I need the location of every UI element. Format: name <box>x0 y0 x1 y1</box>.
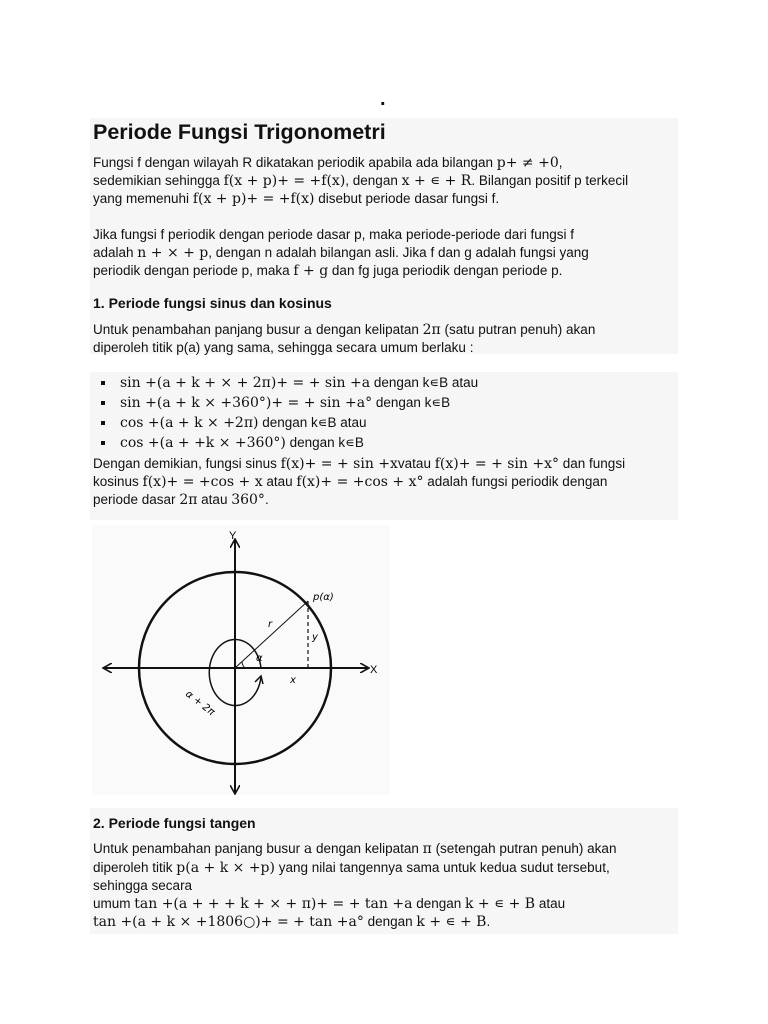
list-item <box>93 393 683 413</box>
math-expression: sin +(a + k × +360°)+ = + sin +a° <box>120 395 373 411</box>
math-expression: a <box>303 322 313 338</box>
math-expression: f(x)+ = +cos + x° <box>296 474 424 490</box>
text: Untuk penambahan panjang busur <box>93 841 304 856</box>
alpha-plus-2pi-label: α + 2π <box>183 688 217 719</box>
text: Jika fungsi f periodik dengan periode dasar p, maka periode-periode dari fungsi f <box>93 227 575 242</box>
math-expression: f(x)+ = +cos + x <box>142 474 263 490</box>
text: dengan kelipatan <box>312 841 423 856</box>
text: (satu putran penuh) akan <box>440 322 596 337</box>
math-expression: f + g <box>293 263 329 279</box>
definition-line-1 <box>93 154 683 172</box>
text: , dengan <box>345 173 402 188</box>
math-expression: f(x + p)+ = +f(x) <box>192 191 315 207</box>
section-2-line-4 <box>93 895 683 914</box>
spiral-arrowhead <box>255 676 263 684</box>
text: dengan <box>412 895 465 911</box>
text: vatau <box>397 456 435 471</box>
math-expression: p(a + k × +p) <box>176 859 275 876</box>
text: disebut periode dasar fungsi f. <box>314 191 500 206</box>
text: yang nilai tangennya sama untuk kedua sudut tersebut, <box>274 859 610 875</box>
text: dengan kelipatan <box>312 322 423 337</box>
math-expression: k + ∊ + B <box>465 895 536 912</box>
section-2-heading: 2. Periode fungsi tangen <box>93 815 256 831</box>
text: dan fungsi <box>559 456 626 471</box>
radius-line <box>235 601 308 668</box>
x-segment-label: x <box>290 675 296 686</box>
text: yang memenuhi <box>93 191 193 206</box>
text: dan fg juga periodik dengan periode p. <box>328 263 563 278</box>
list-item <box>93 413 683 433</box>
section-1-heading: 1. Periode fungsi sinus dan kosinus <box>93 295 332 311</box>
radius-label: r <box>268 619 273 630</box>
math-expression: k + ∊ + B <box>416 914 487 930</box>
section-2-paragraph <box>93 840 683 932</box>
math-expression: tan +(a + k × +1806○)+ = + tan +a° <box>93 914 364 930</box>
section-2-line-2 <box>93 859 683 878</box>
math-expression: a <box>303 841 313 857</box>
text: atau <box>197 492 232 507</box>
text: umum <box>93 895 135 911</box>
math-expression: sin +(a + k + × + 2π)+ = + sin +a <box>120 375 371 391</box>
math-expression: p+ ≠ +0 <box>496 155 559 171</box>
page-title: Periode Fungsi Trigonometri <box>93 120 386 144</box>
conclusion-paragraph <box>93 455 683 509</box>
section-2-line-1 <box>93 840 683 859</box>
section-1-paragraph <box>93 321 683 357</box>
text: kosinus <box>93 474 143 489</box>
y-segment-label: y <box>312 632 318 643</box>
text: adalah fungsi periodik dengan <box>423 474 608 489</box>
text: sedemikian sehingga <box>93 173 224 188</box>
math-expression: f(x)+ = + sin +x <box>280 456 398 472</box>
text: Untuk penambahan panjang busur <box>93 322 304 337</box>
text: (setengah putran penuh) akan <box>431 841 617 856</box>
paragraph-periodic <box>93 226 683 280</box>
text: dengan <box>363 914 417 929</box>
text: , dengan n adalah bilangan asli. Jika f dan g adalah fungsi yang <box>208 245 589 260</box>
y-axis-label: Y <box>229 530 237 542</box>
text: adalah <box>93 245 138 260</box>
text: , <box>558 155 563 170</box>
math-expression: cos +(a + k × +2π) <box>120 415 259 431</box>
page-title-block <box>93 119 683 145</box>
text: periodik dengan periode p, maka <box>93 263 294 278</box>
text: dengan k∊B atau <box>370 375 479 390</box>
text: . <box>264 492 269 507</box>
section-2-line-3 <box>93 877 683 895</box>
conclusion-line-1 <box>93 455 683 473</box>
unit-circle-diagram <box>92 525 390 795</box>
math-expression: 2π <box>422 322 441 338</box>
text: Dengan demikian, fungsi sinus <box>93 456 281 471</box>
periodic-line-3 <box>93 262 683 280</box>
math-expression: f(x + p)+ = +f(x) <box>223 173 346 189</box>
list-item <box>93 373 683 393</box>
math-expression: 360° <box>231 492 265 508</box>
text: periode dasar <box>93 492 180 507</box>
section-1-heading-block <box>93 294 683 312</box>
text: dengan k∊B <box>372 395 451 410</box>
formula-list-block <box>93 373 683 453</box>
conclusion-line-2 <box>93 473 683 491</box>
math-expression: π <box>422 841 432 857</box>
text: Fungsi f dengan wilayah R dikatakan periodik apabila ada bilangan <box>93 155 497 170</box>
text: sehingga secara <box>93 878 193 893</box>
definition-line-2 <box>93 172 683 190</box>
text: dengan k∊B atau <box>258 415 367 430</box>
unit-circle-figure <box>92 525 390 795</box>
math-expression: tan +(a + + + k + × + π)+ = + tan +a <box>134 895 413 912</box>
section-1-line-2 <box>93 339 683 357</box>
text: . Bilangan positif p terkecil <box>471 173 629 188</box>
section-2-line-5 <box>93 913 683 932</box>
math-expression: 2π <box>179 492 198 508</box>
list-item <box>93 433 683 453</box>
section-1-line-1 <box>93 321 683 339</box>
text: . <box>486 914 491 929</box>
periodic-line-1 <box>93 226 683 244</box>
text: diperoleh titik p(a) yang sama, sehingga secara umum berlaku : <box>93 340 474 355</box>
math-expression: f(x)+ = + sin +x° <box>434 456 560 472</box>
text: atau <box>535 895 566 911</box>
formula-list <box>93 373 683 453</box>
periodic-line-2 <box>93 244 683 262</box>
text: diperoleh titik <box>93 859 177 875</box>
alpha-label: α <box>256 653 263 664</box>
paragraph-definition <box>93 154 683 208</box>
section-2-heading-block <box>93 814 683 832</box>
math-expression: cos +(a + +k × +360°) <box>120 435 286 451</box>
x-axis-label: X <box>370 664 378 676</box>
math-expression: x + ∊ + R <box>401 173 472 189</box>
top-dot: . <box>380 88 386 110</box>
point-label: p(α) <box>313 592 334 603</box>
text: atau <box>262 474 297 489</box>
math-expression: n + × + p <box>137 245 209 261</box>
text: dengan k∊B <box>285 435 364 450</box>
definition-line-3 <box>93 190 683 208</box>
conclusion-line-3 <box>93 491 683 509</box>
